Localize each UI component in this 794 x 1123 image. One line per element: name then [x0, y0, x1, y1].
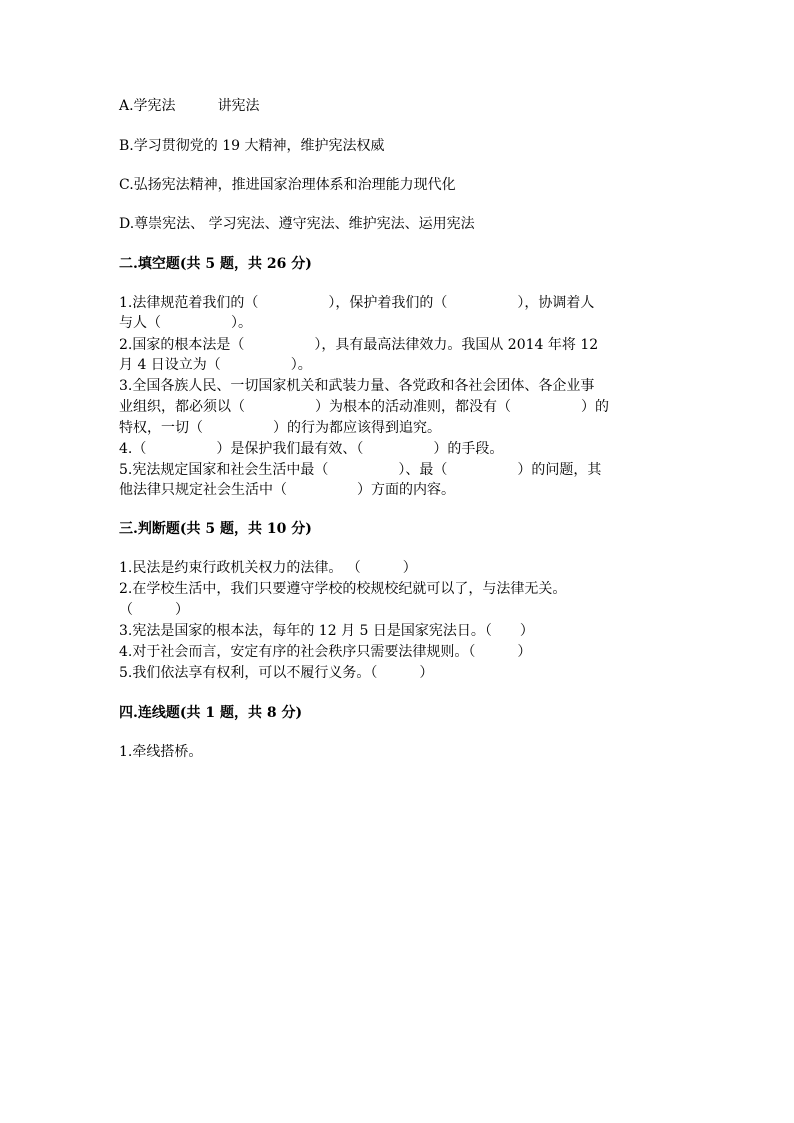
option-c: C.弘扬宪法精神，推进国家治理体系和治理能力现代化 [119, 177, 456, 193]
true-false-line: 1.民法是约束行政机关权力的法律。 （ ） [119, 560, 417, 576]
matching-line: 1.牵线搭桥。 [119, 744, 203, 760]
true-false-line: 2.在学校生活中，我们只要遵守学校的校规校纪就可以了，与法律无关。 [119, 581, 567, 597]
fill-in-line: 特权，一切（ ）的行为都应该得到追究。 [119, 420, 441, 436]
fill-in-line: 月 4 日设立为（ ）。 [119, 357, 312, 373]
option-b: B.学习贯彻党的 19 大精神，维护宪法权威 [119, 138, 385, 154]
fill-in-line: 他法律只规定社会生活中（ ）方面的内容。 [119, 482, 455, 498]
option-a-rest: 讲宪法 [217, 98, 260, 114]
fill-in-line: 2.国家的根本法是（ ），具有最高法律效力。我国从 2014 年将 12 [119, 337, 599, 353]
section-heading-true-false: 三.判断题(共 5 题，共 10 分) [119, 521, 312, 537]
option-a-label: A.学宪法 [119, 98, 176, 114]
fill-in-line: 与人（ ）。 [119, 315, 252, 331]
true-false-line: 5.我们依法享有权利，可以不履行义务。（ ） [119, 665, 434, 681]
fill-in-line: 5.宪法规定国家和社会生活中最（ ）、最（ ）的问题，其 [119, 462, 602, 478]
fill-in-line: 3.全国各族人民、一切国家机关和武装力量、各党政和各社会团体、各企业事 [119, 378, 595, 394]
fill-in-line: 4.（ ）是保护我们最有效、（ ）的手段。 [119, 441, 504, 457]
section-heading-fill-in: 二.填空题(共 5 题，共 26 分) [119, 256, 312, 272]
section-heading-matching: 四.连线题(共 1 题，共 8 分) [119, 705, 303, 721]
true-false-line: 3.宪法是国家的根本法，每年的 12 月 5 日是国家宪法日。（ ） [119, 623, 534, 639]
option-d: D.尊崇宪法、 学习宪法、遵守宪法、维护宪法、运用宪法 [119, 216, 475, 232]
fill-in-line: 业组织，都必须以（ ）为根本的活动准则，都没有（ ）的 [119, 399, 609, 415]
fill-in-line: 1.法律规范着我们的（ ），保护着我们的（ ），协调着人 [119, 295, 595, 311]
true-false-line: 4.对于社会而言，安定有序的社会秩序只需要法律规则。（ ） [119, 644, 532, 660]
true-false-line: （ ） [119, 602, 189, 618]
option-a [119, 96, 679, 116]
